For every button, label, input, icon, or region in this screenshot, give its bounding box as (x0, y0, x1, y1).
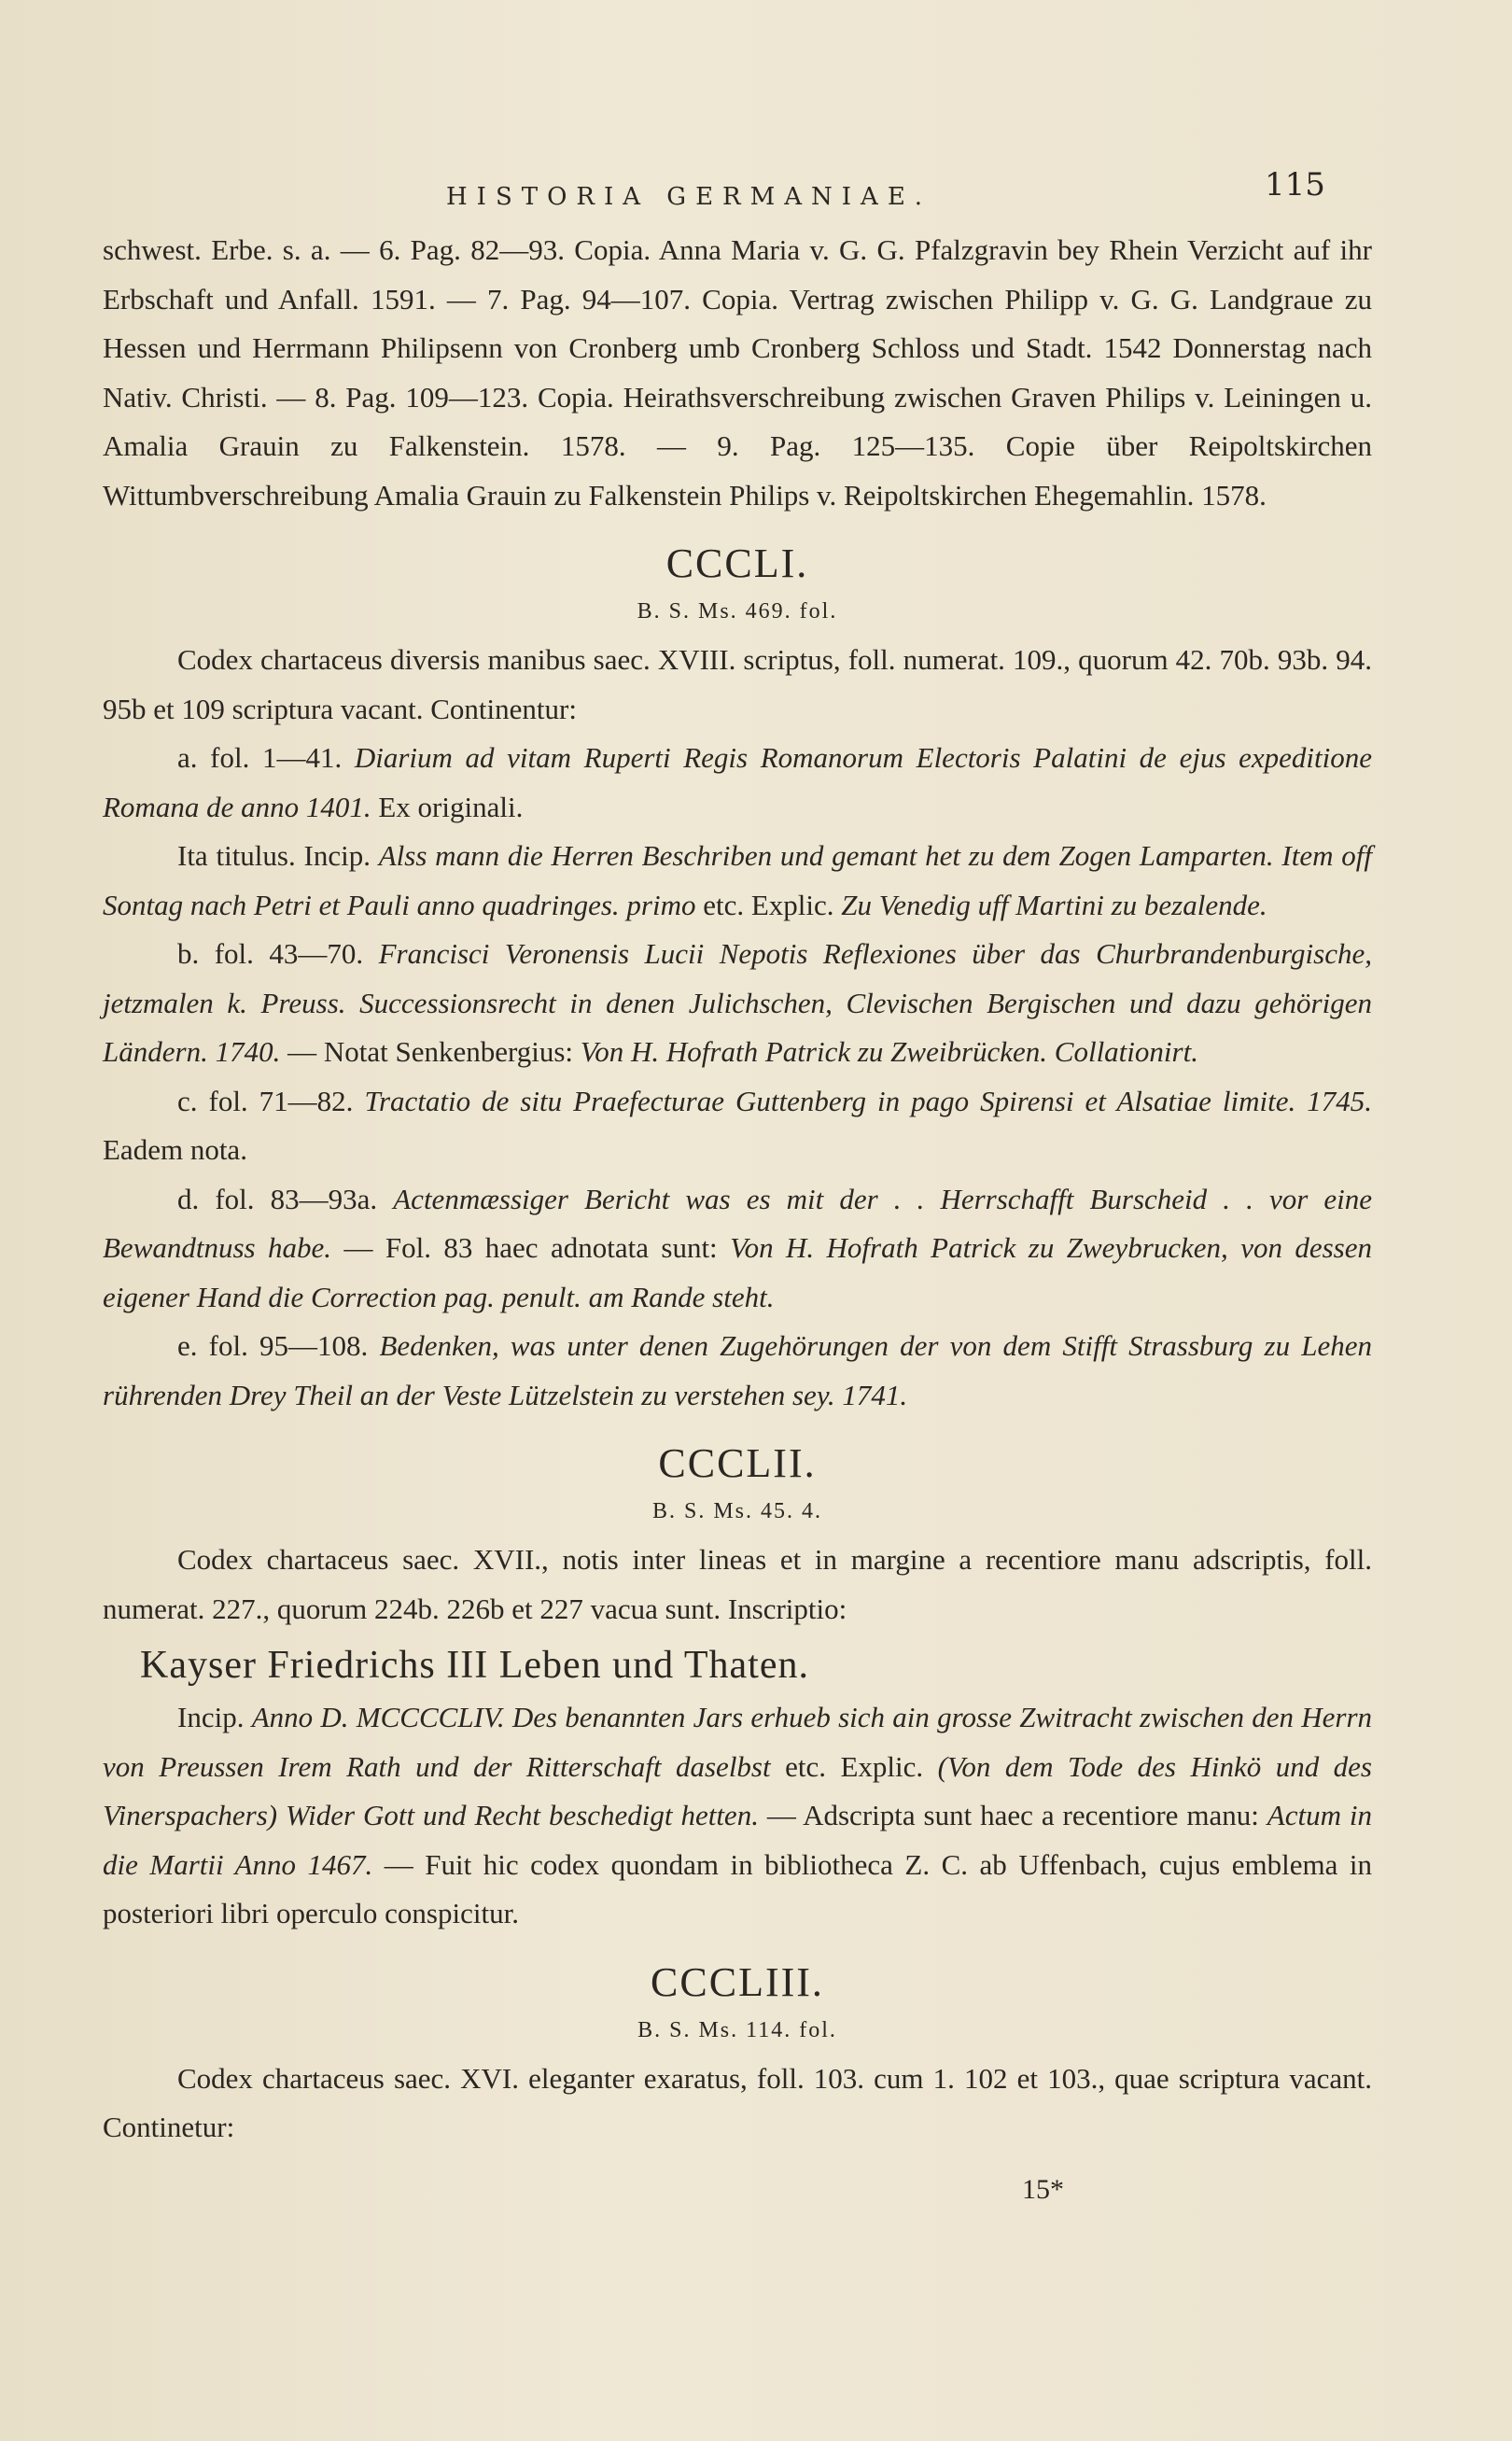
section-heading-cclii: CCCLII. (658, 1440, 817, 1486)
content-item-e (103, 1322, 1372, 1420)
item-d-ref: d. fol. 83—93a. (177, 1182, 378, 1215)
item-d-title: Actenmæssiger Bericht was es mit der . . Herrschafft Burscheid . . vor eine Bewandtnuss habe. (103, 1182, 1373, 1264)
incipit-text: Anno D. MCCCCLIV. Des benannten Jars erhueb sich ain grosse Zwitracht zwischen den Herrn von Preussen Irem Rath und der Ritterschaft daselbst (103, 1701, 1373, 1783)
content-item-b (103, 930, 1372, 1077)
page-number: 115 (1265, 166, 1325, 203)
content-item-a-incipit (103, 832, 1372, 930)
intro-paragraph: schwest. Erbe. s. a. — 6. Pag. 82—93. Copia. Anna Maria v. G. G. Pfalzgravin bey Rhein Verzicht auf ihr Erbschaft und Anfall. 1591. — 7. Pag. 94—107. Copia. Vertrag zwischen Philipp v. G. G. Landgraue zu Hessen und Herrmann Philipsenn von Cronberg umb Cronberg Schloss und Stadt. 1542 Donnerstag nach Nativ. Christi. — 8. Pag. 109—123. Copia. Heirathsverschreibung zwischen Graven Philips v. Leiningen u. Amalia Grauin zu Falkenstein. 1578. — 9. Pag. 125—135. Copie über Reipoltskirchen Wittumbverschreibung Amalia Grauin zu Falkenstein Philips v. Reipoltskirchen Ehegemahlin. 1578. (103, 233, 1372, 512)
item-b-ref: b. fol. 43—70. (177, 937, 364, 970)
running-title: HISTORIA GERMANIAE. (446, 183, 932, 211)
shelfmark-ccliii: B. S. Ms. 114. fol. (637, 2017, 837, 2042)
item-a2-incipit: Alss mann die Herren Beschriben und gemant het zu dem Zogen Lamparten. Item off Sontag nach Petri et Pauli anno quadringes. primo (103, 839, 1373, 921)
item-b-note: — Notat Senkenbergius: (287, 1035, 574, 1068)
item-a2-mid: etc. Explic. (703, 888, 834, 921)
item-e-title: Bedenken, was unter denen Zugehörungen der von dem Stifft Strassburg zu Lehen rührenden Drey Theil an der Veste Lützelstein zu verstehen sey. 1741. (103, 1329, 1373, 1411)
item-b-note-quote: Von H. Hofrath Patrick zu Zweibrücken. Collationirt. (580, 1035, 1198, 1068)
provenance-note: — Fuit hic codex quondam in bibliotheca Z. C. ab Uffenbach, cujus emblema in posteriori libri operculo conspicitur. (103, 1847, 1373, 1929)
item-d-note-quote: Von H. Hofrath Patrick zu Zweybrucken, von dessen eigener Hand die Correction pag. penult. am Rande steht. (103, 1231, 1373, 1313)
item-a-note: Ex originali. (378, 790, 524, 823)
item-a2-label: Ita titulus. Incip. (177, 839, 371, 872)
item-a2-explicit: Zu Venedig uff Martini zu bezalende. (841, 888, 1267, 921)
item-a-title: Diarium ad vitam Ruperti Regis Romanorum Electoris Palatini de ejus expeditione Romana de anno 1401. (103, 741, 1373, 823)
explicit-label: etc. Explic. (785, 1749, 924, 1783)
adscripta-label: — Adscripta sunt haec a recentiore manu: (766, 1799, 1259, 1831)
item-d-note: — Fol. 83 haec adnotata sunt: (343, 1231, 718, 1264)
section-heading-ccli: CCCLI. (665, 540, 809, 586)
item-c-note: Eadem nota. (103, 1133, 247, 1166)
codex-description-ccli: Codex chartaceus diversis manibus saec. XVIII. scriptus, foll. numerat. 109., quorum 42. 70b. 93b. 94. 95b et 109 scriptura vacant. Continentur: (103, 643, 1372, 725)
item-e-ref: e. fol. 95—108. (177, 1329, 369, 1362)
printer-signature: 15* (1022, 2173, 1064, 2205)
codex-description-ccliii: Codex chartaceus saec. XVI. eleganter exaratus, foll. 103. cum 1. 102 et 103., quae scriptura vacant. Continetur: (103, 2061, 1372, 2143)
explicit-text: (Von dem Tode des Hinkö und des Vinerspachers) Wider Gott und Recht beschedigt hetten. (103, 1749, 1372, 1831)
incipit-label: Incip. (177, 1701, 245, 1733)
content-item-c (103, 1077, 1372, 1175)
content-item-d (103, 1175, 1372, 1323)
section-heading-ccliii: CCCLIII. (651, 1958, 824, 2005)
item-a-ref: a. fol. 1—41. (177, 741, 343, 774)
content-item-a (103, 734, 1372, 832)
page-body (103, 226, 1372, 2214)
codex-description-cclii: Codex chartaceus saec. XVII., notis inter lineas et in margine a recentiore manu adscriptis, foll. numerat. 227., quorum 224b. 226b et 227 vacua sunt. Inscriptio: (103, 1543, 1372, 1625)
adscripta-text: Actum in die Martii Anno 1467. (103, 1799, 1373, 1881)
codex-inscription-title: Kayser Friedrichs III Leben und Thaten. (140, 1644, 809, 1687)
item-c-ref: c. fol. 71—82. (177, 1084, 354, 1117)
item-b-title: Francisci Veronensis Lucii Nepotis Reflexiones über das Churbrandenburgische, jetzmalen k. Preuss. Successionsrecht in denen Julichschen, Clevischen Bergischen und dazu gehörigen Ländern. 1740. (103, 937, 1372, 1068)
shelfmark-cclii: B. S. Ms. 45. 4. (651, 1499, 823, 1523)
item-c-title: Tractatio de situ Praefecturae Guttenberg in pago Spirensi et Alsatiae limite. 1745. (364, 1084, 1373, 1117)
incipit-cclii (103, 1693, 1372, 1939)
shelfmark-ccli: B. S. Ms. 469. fol. (637, 599, 838, 624)
